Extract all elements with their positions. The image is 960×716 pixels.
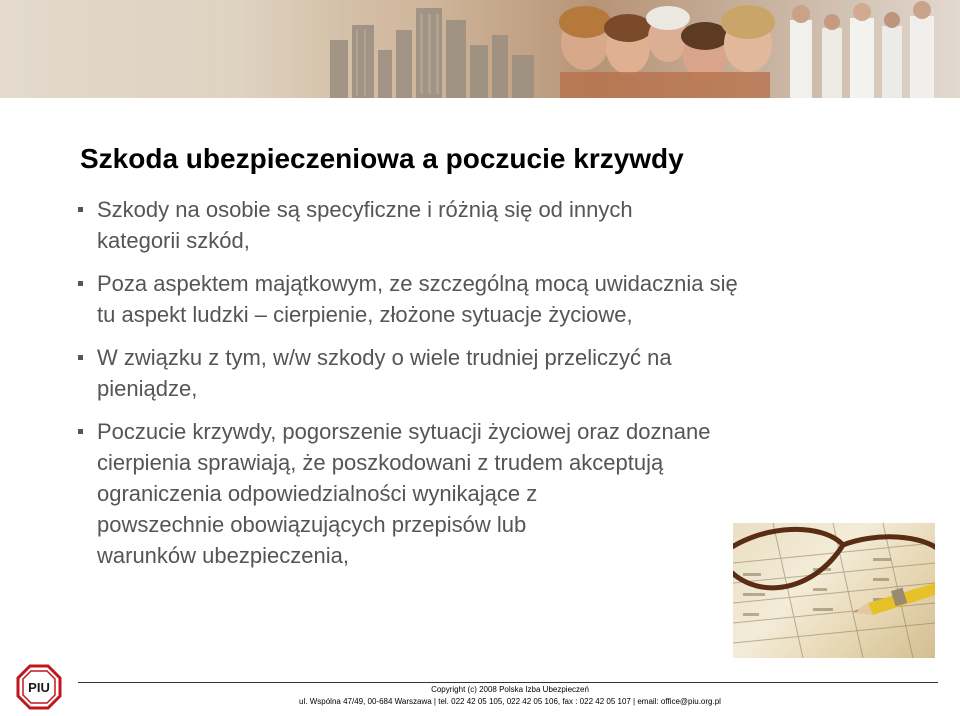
doctors-group xyxy=(790,1,934,98)
bullet-text: Poza aspektem majątkowym, ze szczególną mocą uwidacznia się tu aspekt ludzki – cierpienie, złożone sytuacje życiowe, xyxy=(97,271,738,327)
square-bullet-icon xyxy=(78,281,83,286)
skyline xyxy=(330,8,534,98)
pencil xyxy=(853,583,935,615)
banner-illustration xyxy=(0,0,960,98)
logo-text: PIU xyxy=(28,680,50,695)
glasses-illustration xyxy=(733,523,935,658)
footer-copyright: Copyright (c) 2008 Polska Izba Ubezpieczeń xyxy=(431,685,589,694)
footer-address: ul. Wspólna 47/49, 00-684 Warszawa | tel. 022 42 05 105, 022 42 05 106, fax : 022 42 05 107 | email: office@piu.org.pl xyxy=(299,697,721,706)
table-lines xyxy=(733,523,935,658)
bullet-text: Szkody na osobie są specyficzne i różnią się od innych kategorii szkód, xyxy=(97,197,633,253)
bullet-item xyxy=(78,268,868,330)
glasses-frame xyxy=(733,529,935,587)
square-bullet-icon xyxy=(78,207,83,212)
bullet-item xyxy=(78,342,868,404)
footer-divider xyxy=(78,682,938,683)
square-bullet-icon xyxy=(78,355,83,360)
square-bullet-icon xyxy=(78,429,83,434)
header-banner xyxy=(0,0,960,98)
bullet-text: W związku z tym, w/w szkody o wiele trudniej przeliczyć na pieniądze, xyxy=(97,345,672,401)
people-group xyxy=(559,5,775,98)
glasses-photo xyxy=(733,523,935,658)
bullet-item xyxy=(78,194,868,256)
bullet-text: Poczucie krzywdy, pogorszenie sytuacji życiowej oraz doznane cierpienia sprawiają, że poszkodowani z trudem akceptują ograniczenia odpowiedzialności wynikające z powszechnie obowiązujących przepisów lub warunków ubezpieczenia, xyxy=(97,419,711,568)
slide-title: Szkoda ubezpieczeniowa a poczucie krzywdy xyxy=(80,143,684,174)
